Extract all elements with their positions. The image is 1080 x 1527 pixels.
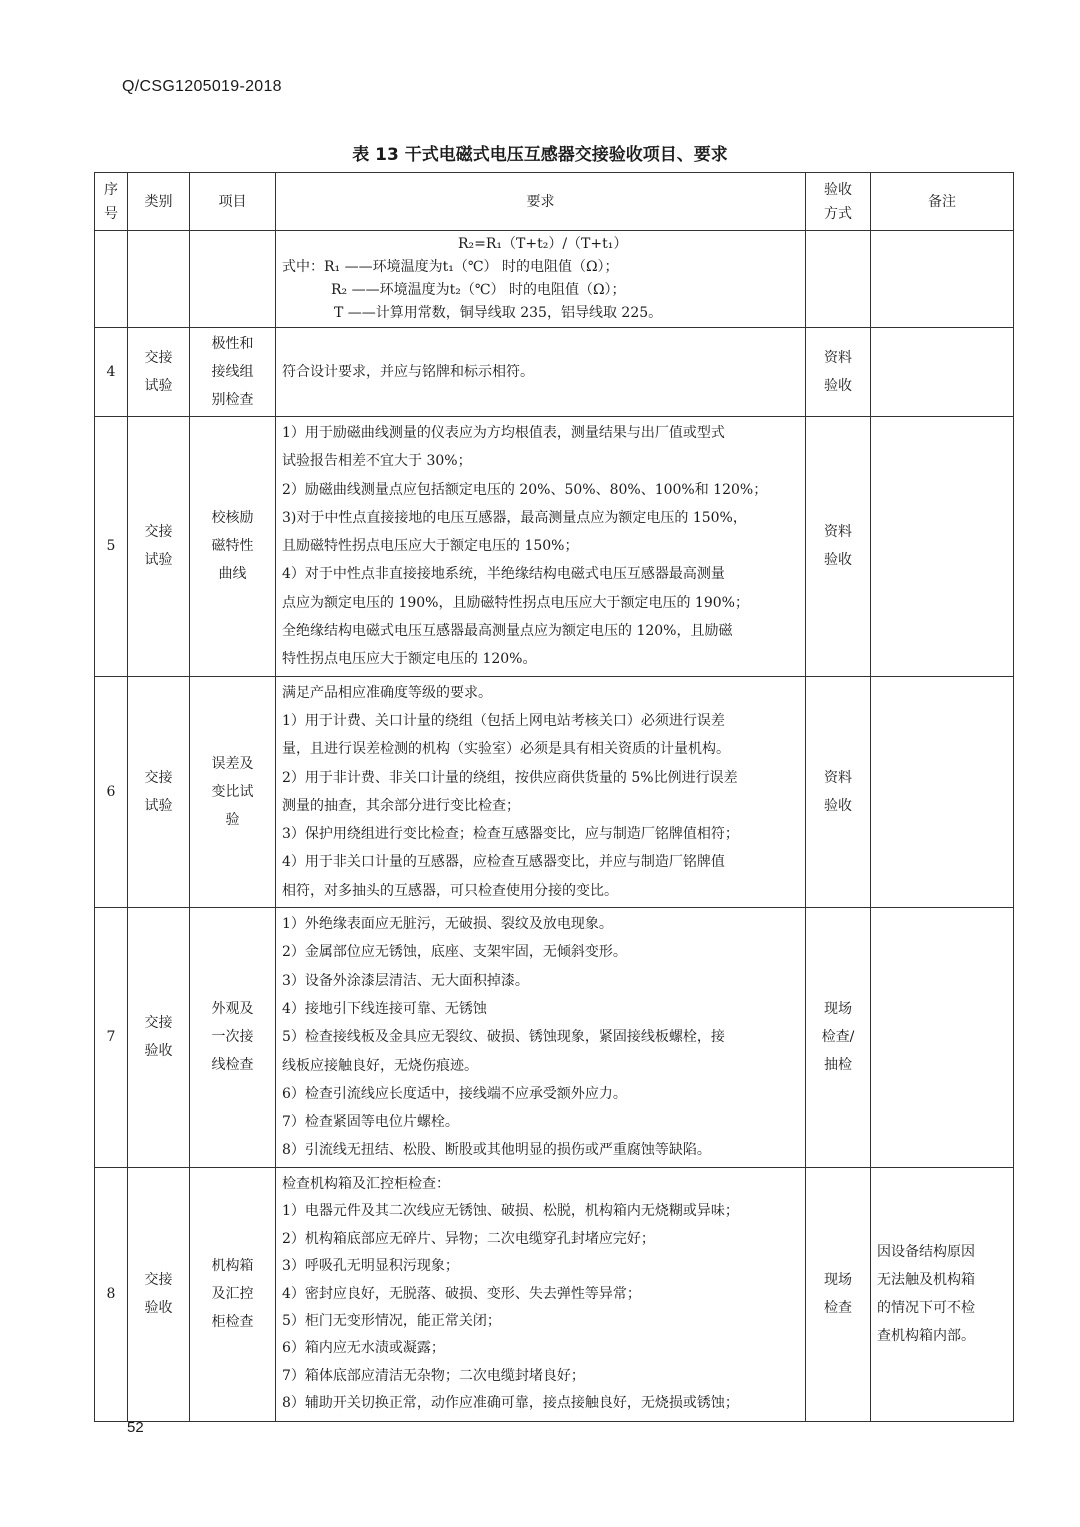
row-category: 交接 试验 [128,328,190,417]
row-seq: 8 [95,1167,128,1421]
table-row [95,417,1014,677]
row-item: 误差及 变比试 验 [190,676,276,907]
row-category: 交接 验收 [128,908,190,1168]
row-requirement: 符合设计要求，并应与铭牌和标示相符。 [276,328,806,417]
row-category: 交接 试验 [128,676,190,907]
row-method: 现场 检查/ 抽检 [806,908,871,1168]
header-method: 验收 方式 [806,173,871,231]
formula-line: R₂ ——环境温度为t₂（℃） 时的电阻值（Ω）； [331,282,626,298]
row-method: 资料 验收 [806,328,871,417]
row-remark: 因设备结构原因 无法触及机构箱 的情况下可不检 查机构箱内部。 [871,1167,1014,1421]
row-requirement: 满足产品相应准确度等级的要求。 1）用于计费、关口计量的绕组（包括上网电站考核关口）必须进行误差 量，且进行误差检测的机构（实验室）必须是具有相关资质的计量机构。 2）用于非计费、非关口计量的绕组，按供应商供货量的 5%比例进行误差 测量的抽查，其余部分进行变比检查； 3）保护用绕组进行变比检查；检查互感器变比，应与制造厂铭牌值相符； 4）用于非关口计量的互感器，应检查互感器变比，并应与制造厂铭牌值 相符，对多抽头的互感器，可只检查使用分接的变比。 [276,676,806,907]
acceptance-table [94,172,1014,1422]
row-method: 资料 验收 [806,417,871,677]
formula-line: 式中：R₁ ——环境温度为t₁（℃） 时的电阻值（Ω）； [282,259,619,275]
table-row [95,328,1014,417]
header-category: 类别 [128,173,190,231]
formula-line: T ——计算用常数，铜导线取 235，铝导线取 225。 [334,305,663,321]
row-method: 资料 验收 [806,676,871,907]
row-seq: 7 [95,908,128,1168]
formula-cell [276,231,806,328]
row-item: 校核励 磁特性 曲线 [190,417,276,677]
row-item: 外观及 一次接 线检查 [190,908,276,1168]
page-number: 52 [127,1419,144,1436]
row-requirement: 检查机构箱及汇控柜检查： 1）电器元件及其二次线应无锈蚀、破损、松脱，机构箱内无烧糊或异味； 2）机构箱底部应无碎片、异物；二次电缆穿孔封堵应完好； 3）呼吸孔无明显积污现象； 4）密封应良好，无脱落、破损、变形、失去弹性等异常； 5）柜门无变形情况，能正常关闭； 6）箱内应无水渍或凝露； 7）箱体底部应清洁无杂物；二次电缆封堵良好； 8）辅助开关切换正常，动作应准确可靠，接点接触良好，无烧损或锈蚀； [276,1167,806,1421]
row-remark [871,417,1014,677]
table-title: 表 13 干式电磁式电压互感器交接验收项目、要求 [352,145,728,165]
row-seq: 6 [95,676,128,907]
header-remark: 备注 [871,173,1014,231]
row-remark [871,328,1014,417]
header-requirement: 要求 [276,173,806,231]
row-seq: 4 [95,328,128,417]
row-item: 机构箱 及汇控 柜检查 [190,1167,276,1421]
row-category: 交接 试验 [128,417,190,677]
row-method: 现场 检查 [806,1167,871,1421]
table-row [95,1167,1014,1421]
row-remark [871,676,1014,907]
formula-equation: R₂=R₁（T+t₂）/（T+t₁） [458,236,628,252]
document-code: Q/CSG1205019-2018 [122,78,282,95]
row-requirement: 1）外绝缘表面应无脏污，无破损、裂纹及放电现象。 2）金属部位应无锈蚀，底座、支架牢固，无倾斜变形。 3）设备外涂漆层清洁、无大面积掉漆。 4）接地引下线连接可靠、无锈蚀 5）检查接线板及金具应无裂纹、破损、锈蚀现象，紧固接线板螺栓，接 线板应接触良好，无烧伤痕迹。 6）检查引流线应长度适中，接线端不应承受额外应力。 7）检查紧固等电位片螺栓。 8）引流线无扭结、松股、断股或其他明显的损伤或严重腐蚀等缺陷。 [276,908,806,1168]
header-item: 项目 [190,173,276,231]
row-item: 极性和 接线组 别检查 [190,328,276,417]
row-seq: 5 [95,417,128,677]
header-seq: 序 号 [95,173,128,231]
row-remark [871,908,1014,1168]
row-category: 交接 验收 [128,1167,190,1421]
table-row [95,908,1014,1168]
table-row [95,676,1014,907]
table-header-row [95,173,1014,231]
formula-row [95,231,1014,328]
row-requirement: 1）用于励磁曲线测量的仪表应为方均根值表，测量结果与出厂值或型式 试验报告相差不宜大于 30%； 2）励磁曲线测量点应包括额定电压的 20%、50%、80%、100%和 120%； 3)对于中性点直接接地的电压互感器，最高测量点应为额定电压的 150%， 且励磁特性拐点电压应大于额定电压的 150%； 4）对于中性点非直接接地系统，半绝缘结构电磁式电压互感器最高测量 点应为额定电压的 190%，且励磁特性拐点电压应大于额定电压的 190%； 全绝缘结构电磁式电压互感器最高测量点应为额定电压的 120%，且励磁 特性拐点电压应大于额定电压的 120%。 [276,417,806,677]
